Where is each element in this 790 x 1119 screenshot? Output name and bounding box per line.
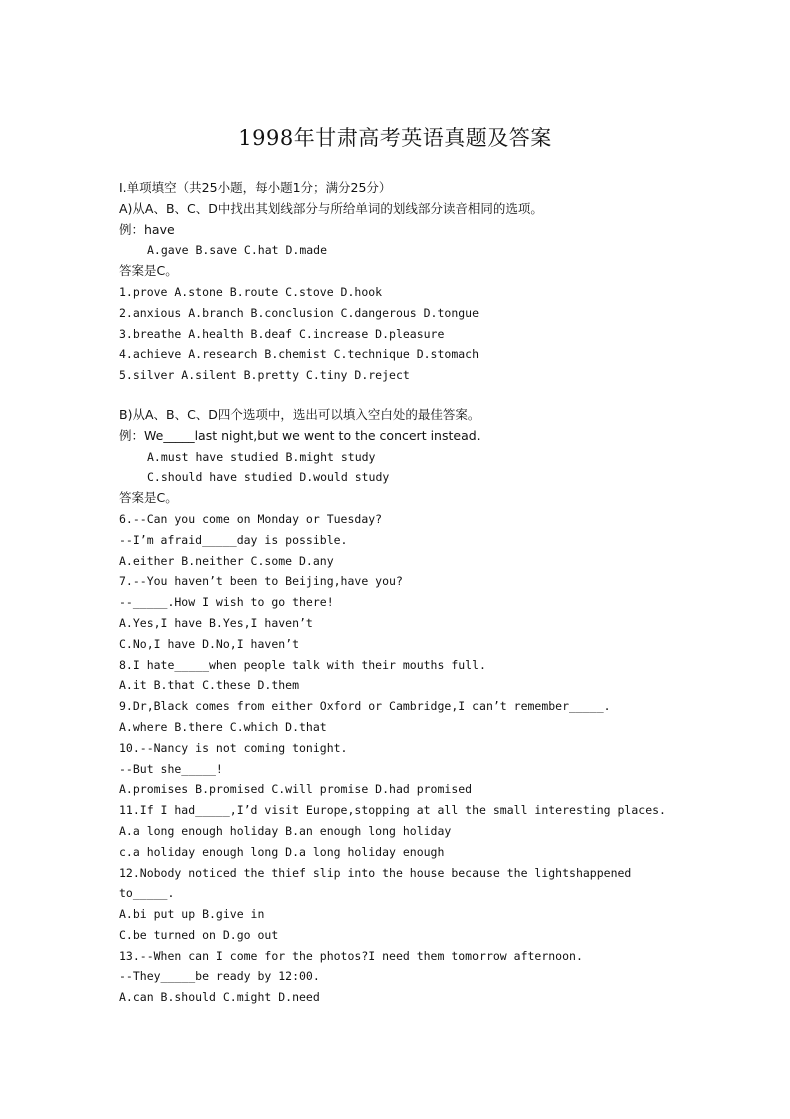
text-line: 答案是C。 xyxy=(119,263,178,279)
text-line: 12.Nobody noticed the thief slip into the house because the lightshappened xyxy=(119,865,632,880)
text-line: C.be turned on D.go out xyxy=(119,927,279,942)
text-line: --_____.How I wish to go there! xyxy=(119,595,334,610)
text-line: 5.silver A.silent B.pretty C.tiny D.reject xyxy=(119,368,410,383)
text-line: 2.anxious A.branch B.conclusion C.dangerous D.tongue xyxy=(119,305,480,320)
text-line: 8.I hate_____when people talk with their mouths full. xyxy=(119,657,486,672)
text-line: A.Yes,I have B.Yes,I haven’t xyxy=(119,615,313,630)
text-line: Ⅰ.单项填空（共25小题，每小题1分；满分25分） xyxy=(119,180,392,195)
text-line: A)从A、B、C、D中找出其划线部分与所给单词的划线部分读音相同的选项。 xyxy=(119,200,543,216)
text-line: A.where B.there C.which D.that xyxy=(119,719,327,734)
text-line: C.should have studied D.would study xyxy=(147,470,390,485)
text-line: 9.Dr,Black comes from either Oxford or Cambridge,I can’t remember_____. xyxy=(119,699,611,714)
text-line: c.a holiday enough long D.a long holiday enough xyxy=(119,844,445,859)
text-line: A.must have studied B.might study xyxy=(147,449,376,464)
document-body xyxy=(119,178,779,1008)
text-line: 11.If I had_____,I’d visit Europe,stopping at all the small interesting places. xyxy=(119,803,666,818)
text-line: 10.--Nancy is not coming tonight. xyxy=(119,740,348,755)
text-line: 13.--When can I come for the photos?I need them tomorrow afternoon. xyxy=(119,948,583,963)
text-line: --But she_____! xyxy=(119,761,223,776)
text-line: A.a long enough holiday B.an enough long holiday xyxy=(119,823,452,838)
text-line: --I’m afraid_____day is possible. xyxy=(119,532,348,547)
paragraph-gap xyxy=(119,386,779,405)
text-line: A.promises B.promised C.will promise D.had promised xyxy=(119,782,473,797)
text-line: 例：We_____last night,but we went to the concert instead. xyxy=(119,427,481,443)
page-title: 1998年甘肃高考英语真题及答案 xyxy=(238,126,552,150)
text-line: A.bi put up B.give in xyxy=(119,907,265,922)
text-line: 7.--You haven’t been to Beijing,have you? xyxy=(119,574,403,589)
text-line: --They_____be ready by 12:00. xyxy=(119,969,320,984)
text-line: 4.achieve A.research B.chemist C.technique D.stomach xyxy=(119,347,480,362)
text-line: A.either B.neither C.some D.any xyxy=(119,553,334,568)
text-line: 3.breathe A.health B.deaf C.increase D.pleasure xyxy=(119,326,445,341)
text-line: 答案是C。 xyxy=(119,490,178,506)
text-line: A.can B.should C.might D.need xyxy=(119,990,320,1005)
text-line: 6.--Can you come on Monday or Tuesday? xyxy=(119,511,383,526)
text-line: 例：have xyxy=(119,221,175,237)
text-line: C.No,I have D.No,I haven’t xyxy=(119,636,300,651)
text-line: B)从A、B、C、D四个选项中，选出可以填入空白处的最佳答案。 xyxy=(119,406,481,422)
text-line: A.it B.that C.these D.them xyxy=(119,678,300,693)
text-line: 1.prove A.stone B.route C.stove D.hook xyxy=(119,284,383,299)
text-line: to_____. xyxy=(119,886,175,901)
text-line: A.gave B.save C.hat D.made xyxy=(147,243,328,258)
